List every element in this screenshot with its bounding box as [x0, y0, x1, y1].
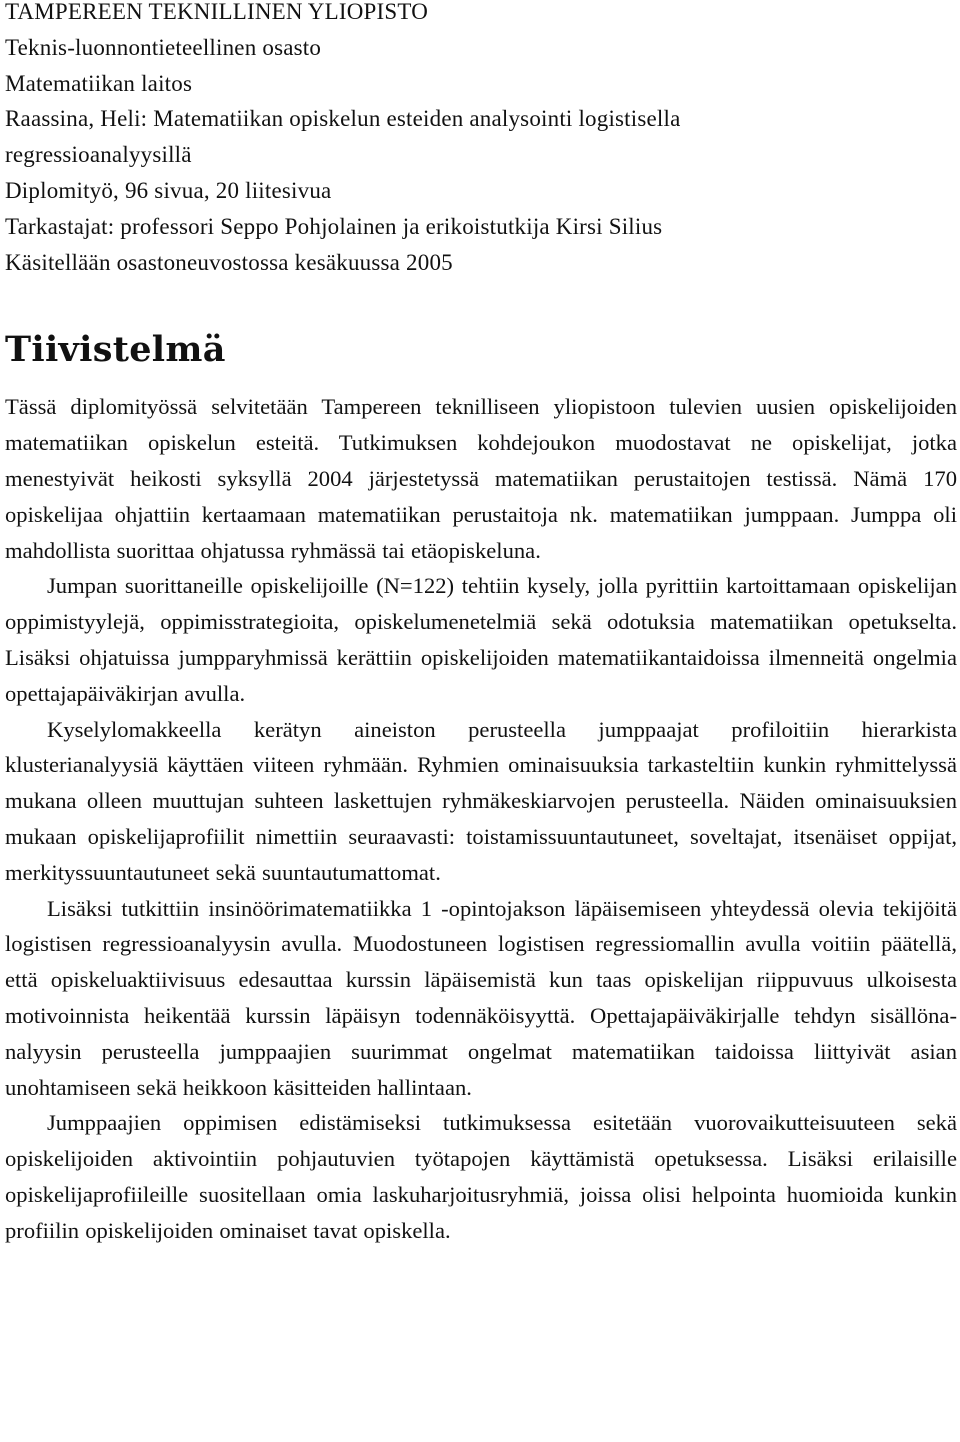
title-continuation: regressioanalyysillä	[5, 142, 192, 168]
abstract-heading: Tiivistelmä	[5, 329, 226, 371]
abstract-paragraph-3: Kyselylomakkeella kerätyn aineiston perusteella jumppaajat profiloitiin hierarkista klusterianalyysiä käyttäen viiteen ryhmään. Ryhmien ominaisuuksia tarkasteltiin kunkin ryhmittelyssä mukana olleen muuttujan suhteen laskettujen ryhmäkeskiarvojen perusteella. Näiden ominaisuuksien mukaan opiskelijaprofiilit nimettiin seuraavasti: toistamissuuntautuneet, soveltajat, itsenäiset oppijat, merkityssuuntautuneet sekä suuntautumattomat.	[5, 716, 957, 885]
thesis-header	[5, 0, 957, 280]
abstract-body	[5, 389, 957, 1248]
document-page	[5, 0, 957, 1249]
university-name: TAMPEREEN TEKNILLINEN YLIOPISTO	[5, 0, 429, 24]
abstract-paragraph-1: Tässä diplomityössä selvitetään Tampereen teknilliseen yliopistoon tulevien uusien opiskelijoiden matematiikan opiskelun esteitä. Tutkimuksen kohdejoukon muodostavat ne opiskelijat, jotka menestyivät heikosti syksyllä 2004 järjestetyssä matematiikan perustaitojen testissä. Nämä 170 opiskelijaa ohjattiin kertaamaan matematiikan perustaitoja nk. matematiikan jumppaan. Jumppa oli mahdollista suorittaa ohjatussa ryhmässä tai etäopiskeluna.	[5, 394, 957, 563]
thesis-page-count: Diplomityö, 96 sivua, 20 liitesivua	[5, 177, 332, 203]
author-and-title: Raassina, Heli: Matematiikan opiskelun esteiden analysointi logistisella	[5, 106, 681, 132]
examiners: Tarkastajat: professori Seppo Pohjolainen ja erikoistutkija Kirsi Silius	[5, 213, 663, 239]
abstract-paragraph-2: Jumpan suorittaneille opiskelijoille (N=122) tehtiin kysely, jolla pyrittiin kartoittamaan opiskelijan oppimistyylejä, oppimisstrategioita, opiskelumenetelmiä sekä odotuksia matematiikan opetukselta. Lisäksi ohjatuissa jumpparyhmissä kerättiin opiskelijoiden matematiikantaidoissa ilmenneitä ongelmia opettajapäiväkirjan avulla.	[5, 573, 957, 706]
faculty-name: Teknis-luonnontieteellinen osasto	[5, 34, 322, 60]
abstract-paragraph-4: Lisäksi tutkittiin insinöörimatematiikka 1 -opintojakson läpäisemiseen yhteydessä olevia tekijöitä logistisen regressioanalyysin avulla. Muodostuneen logistisen regressiomallin avulla voitiin päätellä, että opiskeluaktiivisuus edesauttaa kurssin läpäisemistä kun taas opiskelijan riippuvuus ulkoisesta motivoinnista heikentää kurssin läpäisyn todennäköisyyttä. Opettajapäiväkirjalle tehdyn sisällönanalyysin perusteella jumppaajien suurimmat ongelmat matematiikan taidoissa liittyivät asian unohtamiseen sekä heikkoon käsitteiden hallintaan.	[5, 895, 957, 1100]
department-name: Matematiikan laitos	[5, 70, 193, 96]
approval-info: Käsitellään osastoneuvostossa kesäkuussa 2005	[5, 249, 453, 275]
abstract-paragraph-5: Jumppaajien oppimisen edistämiseksi tutkimuksessa esitetään vuorovaikutteisuuteen sekä opiskelijoiden aktivointiin pohjautuvien työtapojen käyttämistä opetuksessa. Lisäksi erilaisille opiskelijaprofiileille suositellaan omia laskuharjoitusryhmiä, joissa olisi helpointa huomioida kunkin profiilin opiskelijoiden ominaiset tavat opiskella.	[5, 1110, 957, 1243]
